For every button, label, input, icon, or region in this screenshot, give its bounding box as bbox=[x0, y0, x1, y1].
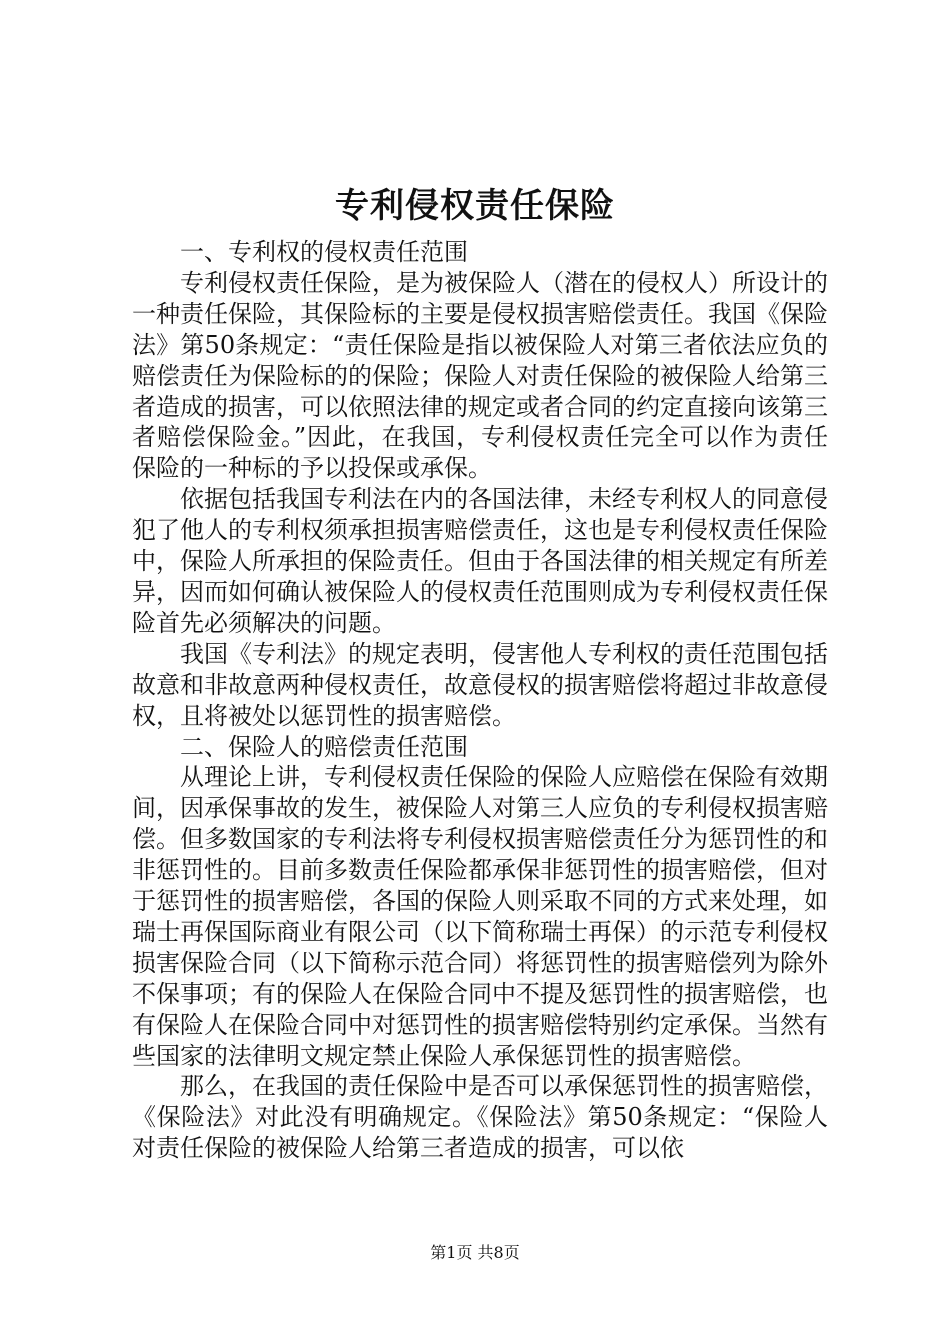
page-footer: 第1页 共8页 bbox=[430, 1243, 520, 1262]
document-title: 专利侵权责任保险 bbox=[335, 186, 615, 226]
section-heading: 一、专利权的侵权责任范围 bbox=[180, 238, 468, 266]
body-paragraph: 依据包括我国专利法在内的各国法律，未经专利权人的同意侵犯了他人的专利权须承担损害赔偿责任，这也是专利侵权责任保险中，保险人所承担的保险责任。但由于各国法律的相关规定有所差异，因而如何确认被保险人的侵权责任范围则成为专利侵权责任保险首先必须解决的问题。 bbox=[132, 485, 828, 637]
body-paragraph: 我国《专利法》的规定表明，侵害他人专利权的责任范围包括故意和非故意两种侵权责任，故意侵权的损害赔偿将超过非故意侵权，且将被处以惩罚性的损害赔偿。 bbox=[132, 639, 828, 730]
document-body bbox=[132, 237, 828, 1164]
body-paragraph: 从理论上讲，专利侵权责任保险的保险人应赔偿在保险有效期间，因承保事故的发生，被保险人对第三人应负的专利侵权损害赔偿。但多数国家的专利法将专利侵权损害赔偿责任分为惩罚性的和非惩罚性的。目前多数责任保险都承保非惩罚性的损害赔偿，但对于惩罚性的损害赔偿，各国的保险人则采取不同的方式来处理，如瑞士再保国际商业有限公司（以下简称瑞士再保）的示范专利侵权损害保险合同（以下简称示范合同）将惩罚性的损害赔偿列为除外不保事项；有的保险人在保险合同中不提及惩罚性的损害赔偿，也有保险人在保险合同中对惩罚性的损害赔偿特别约定承保。当然有些国家的法律明文规定禁止保险人承保惩罚性的损害赔偿。 bbox=[132, 763, 828, 1070]
body-paragraph: 专利侵权责任保险，是为被保险人（潜在的侵权人）所设计的一种责任保险，其保险标的主要是侵权损害赔偿责任。我国《保险法》第50条规定：“责任保险是指以被保险人对第三者依法应负的赔偿责任为保险标的的保险；保险人对责任保险的被保险人给第三者造成的损害，可以依照法律的规定或者合同的约定直接向该第三者赔偿保险金。”因此，在我国，专利侵权责任完全可以作为责任保险的一种标的予以投保或承保。 bbox=[132, 268, 828, 483]
body-paragraph: 那么，在我国的责任保险中是否可以承保惩罚性的损害赔偿，《保险法》对此没有明确规定。《保险法》第50条规定：“保险人对责任保险的被保险人给第三者造成的损害，可以依 bbox=[132, 1072, 828, 1163]
section-heading: 二、保险人的赔偿责任范围 bbox=[180, 732, 468, 761]
